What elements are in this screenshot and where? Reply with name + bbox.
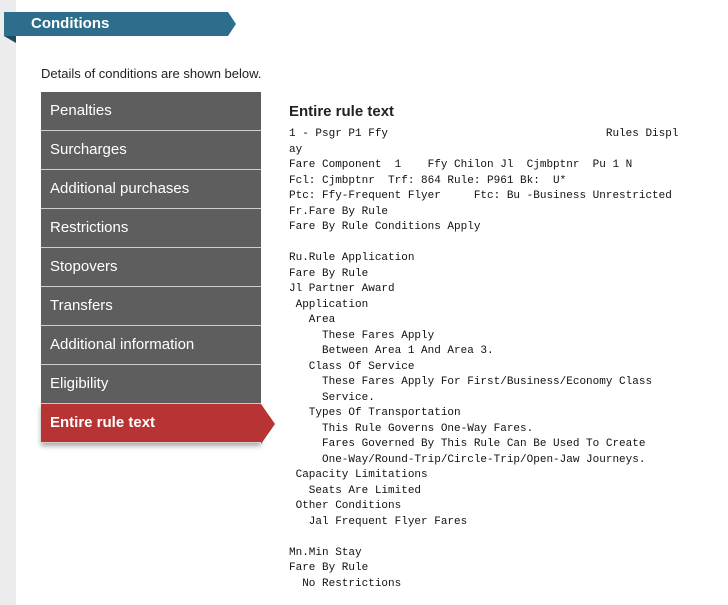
rule-line: Fare By Rule <box>289 562 369 574</box>
menu-item-eligibility[interactable] <box>41 365 261 404</box>
rule-line: Fr.Fare By Rule <box>289 205 389 218</box>
rule-line: 1 - Psgr P1 Ffy Rules Displ <box>289 128 679 140</box>
rule-line <box>289 236 709 252</box>
rule-line: Jal Frequent Flyer Fares <box>289 515 468 528</box>
rule-line: Fcl: Cjmbptnr Trf: 864 Rule: P961 Bk: U* <box>289 174 567 187</box>
rule-line: Other Conditions <box>289 500 402 512</box>
rule-line: Mn.Min Stay <box>289 546 362 559</box>
rule-line: Between Area 1 And Area 3. <box>289 345 494 357</box>
rule-text <box>289 127 709 592</box>
rule-line: Types Of Transportation <box>289 407 461 419</box>
menu-item-additional-information[interactable] <box>41 326 261 365</box>
menu-item-label: Transfers <box>50 297 113 314</box>
rule-line: Application <box>289 298 369 311</box>
rule-line: No Restrictions <box>289 577 402 590</box>
conditions-header <box>4 12 228 36</box>
menu-item-entire-rule-text[interactable] <box>41 404 261 443</box>
rule-line: Class Of Service <box>289 360 415 373</box>
rule-line <box>289 530 709 546</box>
rule-line: Fare Component 1 Ffy Chilon Jl Cjmbptnr Pu 1 N <box>289 159 633 171</box>
header-title: Conditions <box>31 15 110 32</box>
menu-item-stopovers[interactable] <box>41 248 261 287</box>
rule-line: This Rule Governs One-Way Fares. <box>289 422 534 435</box>
conditions-menu <box>41 92 261 443</box>
rule-line: Capacity Limitations <box>289 469 428 481</box>
rule-line: Fares Governed By This Rule Can Be Used To Create <box>289 438 646 450</box>
rule-line: One-Way/Round-Trip/Circle-Trip/Open-Jaw Journeys. <box>289 453 646 466</box>
menu-item-label: Additional information <box>50 336 195 353</box>
rule-line: ay <box>289 143 303 156</box>
rule-line: Area <box>289 314 336 326</box>
rule-line: Ru.Rule Application <box>289 252 415 264</box>
menu-item-penalties[interactable] <box>41 92 261 131</box>
menu-item-transfers[interactable] <box>41 287 261 326</box>
rule-line: Jl Partner Award <box>289 283 395 295</box>
rule-line: These Fares Apply For First/Business/Economy Class <box>289 376 653 388</box>
rule-line: Fare By Rule <box>289 267 369 280</box>
rule-line: Ptc: Ffy-Frequent Flyer Ftc: Bu -Business Unrestricted <box>289 190 672 202</box>
menu-item-label: Penalties <box>50 102 112 119</box>
header-arrow <box>228 12 236 36</box>
rule-line: Seats Are Limited <box>289 484 422 497</box>
header-fold <box>4 36 16 43</box>
rule-line: Fare By Rule Conditions Apply <box>289 221 481 233</box>
active-arrow <box>261 404 275 444</box>
rule-line: Service. <box>289 391 375 404</box>
menu-item-label: Stopovers <box>50 258 118 275</box>
rule-title: Entire rule text <box>289 103 395 120</box>
menu-item-label: Additional purchases <box>50 180 190 197</box>
menu-item-label: Eligibility <box>50 375 109 392</box>
menu-item-label: Restrictions <box>50 219 129 236</box>
menu-item-restrictions[interactable] <box>41 209 261 248</box>
menu-item-label: Surcharges <box>50 141 127 158</box>
menu-item-surcharges[interactable] <box>41 131 261 170</box>
menu-item-additional-purchases[interactable] <box>41 170 261 209</box>
rule-line: These Fares Apply <box>289 329 435 342</box>
menu-item-label: Entire rule text <box>50 414 156 431</box>
intro-text: Details of conditions are shown below. <box>41 66 262 81</box>
